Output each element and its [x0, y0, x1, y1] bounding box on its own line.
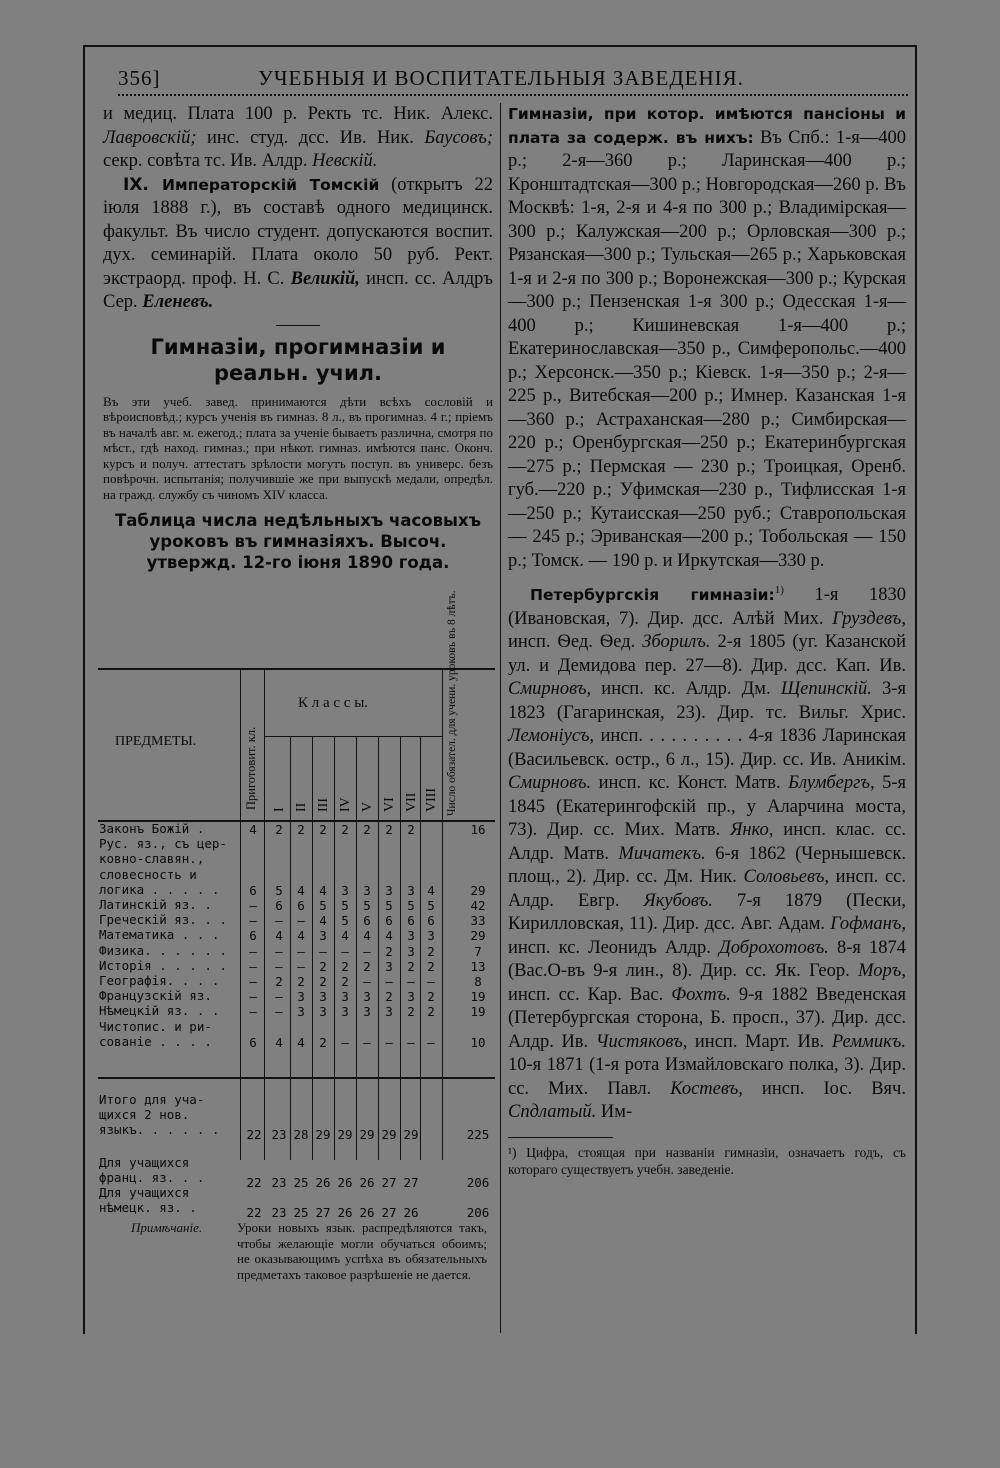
table-caption: Таблица числа недѣльныхъ часовыхъ уроковъ въ гимназіяхъ. Высоч. утвержд. 12-го іюня 1890 года.	[115, 511, 481, 572]
class-hours: 2	[363, 958, 371, 974]
total-hours: 33	[470, 913, 486, 929]
class-hours: 3	[407, 989, 415, 1005]
totals-hours: 29	[315, 1127, 331, 1142]
class-hours: 5	[319, 898, 327, 913]
class-hours: 2	[385, 943, 393, 959]
class-hours: 4	[341, 928, 349, 944]
subject-name: Рус. яз., съ цер-	[99, 836, 227, 852]
class-hours: 2	[407, 1004, 415, 1020]
totals-label: нѣмецк. яз. .	[99, 1200, 197, 1215]
class-hours: —	[297, 913, 305, 929]
totals-rule	[98, 1077, 495, 1079]
class-hours: 3	[341, 1004, 349, 1020]
subject-name: логика . . . . .	[99, 881, 220, 897]
page-title: УЧЕБНЫЯ И ВОСПИТАТЕЛЬНЫЯ ЗАВЕДЕНІЯ.	[258, 66, 744, 90]
class-hours: 3	[427, 928, 435, 944]
class-hours: 4	[297, 882, 305, 898]
class-hours: 3	[319, 928, 327, 944]
class-hours: 2	[319, 822, 327, 837]
class-hours: —	[319, 943, 327, 959]
totals-label: Для учащихся	[99, 1155, 190, 1170]
class-hours: 3	[341, 882, 349, 898]
subject-name: Французскій яз.	[99, 988, 212, 1004]
petersburg-gymnasiums: Петербургскія гимназіи:$^{1)}$ 1-я 1830 (Ивановская, 7). Дир. дсс. Алѣй Мих. Груздевъ, инсп. Ѳед. Ѳед. Зборилъ. 2-я 1805 (уг. Казанской ул. и Демидова пер. 27—8). Дир. дсс. Кап. Ив. Смирновъ, инсп. кс. Алдр. Дм. Щепинскій. 3-я 1823 (Гагаринская, 23). Дир. тс. Вильг. Хрис. Лемонiусъ, инсп. . . . . . . . . . 4-я 1836 Ларинская (Васильевск. остр., 6 л., 15). Дир. сс. Ив. Аникім. Смирновъ. инсп. кс. Конст. Матв. Блумбергъ, 5-я 1845 (Екатерингофскій пр., у Аларчина моста, 73). Дир. сс. Мих. Матв. Янко, инсп. клас. сс. Алдр. Матв. Мичатекъ. 6-я 1862 (Чернышевск. площ., 2). Дир. сс. Дм. Ник. Соловьевъ, инсп. сс. Алдр. Евгр. Якубовъ. 7-я 1879 (Пески, Кирилловская, 11). Дир. дсс. Авг. Адам. Гофманъ, инсп. кс. Леонидъ Алдр. Доброхотовъ. 8-я 1874 (Вас.О-въ 9-я лин., 8). Дир. сс. Як. Геор. Моръ, инсп. сс. Кар. Вас. Фохтъ. 9-я 1882 Введенская (Петербургская сторона, Б. просп., 37). Дир. дсс. Алдр. Ив. Чистяковъ, инсп. Март. Ив. Реммикъ. 10-я 1871 (1-я рота Измайловскаго полка, 3). Дир. сс. Мих. Павл. Костевъ, инсп. Іос. Вяч. Спдлатый. Им-	[508, 584, 907, 1123]
class-hours: 4	[297, 1034, 305, 1050]
subject-name: сованіе . . . .	[99, 1033, 212, 1049]
prep-hours: 6	[249, 928, 257, 944]
class-hours: 2	[363, 822, 371, 837]
prep-hours: 4	[249, 822, 257, 837]
classes-header: К л а с с ы.	[298, 695, 369, 711]
total-hours: 7	[474, 943, 482, 959]
total-hours-header: Число обязател. для учени. уроковъ въ 8 лѣтъ.	[446, 590, 458, 816]
subjects-header: ПРЕДМЕТЫ.	[115, 734, 197, 749]
subject-name: Математика . . .	[99, 927, 220, 943]
class-hours: 3	[363, 882, 371, 898]
totals-hours: 27	[315, 1205, 331, 1220]
class-hours: —	[297, 958, 305, 974]
class-hours: 6	[363, 913, 371, 929]
prep-hours: —	[249, 974, 257, 989]
class-hours: 2	[407, 822, 415, 837]
totals-hours: 26	[337, 1205, 353, 1220]
total-hours: 29	[470, 928, 486, 944]
totals-hours: 29	[337, 1127, 353, 1142]
column-separator	[500, 103, 501, 1333]
subject-name: Законъ Божій .	[99, 821, 205, 836]
class-hours: —	[427, 1034, 435, 1050]
class-hours: —	[341, 943, 349, 959]
totals-hours: 27	[381, 1205, 397, 1220]
class-hours: 2	[385, 822, 393, 837]
class-hours: —	[297, 943, 305, 959]
table-vline	[240, 670, 241, 1160]
total-hours: 19	[470, 989, 486, 1005]
note-text: Уроки новыхъ язык. распредѣляются такъ, чтобы желающіе могли обучаться обоимъ; не оказывающимъ успѣха въ обязательныхъ предметахъ таковое разрѣшеніе не дается.	[237, 1220, 487, 1282]
class-hours: 5	[427, 898, 435, 913]
page-number: 356]	[118, 66, 161, 90]
table-vline	[264, 670, 265, 1160]
subject-name: Нѣмецкій яз. . .	[99, 1003, 220, 1019]
subject-name: ковно-славян.,	[99, 851, 205, 867]
totals-label: языкъ. . . . . .	[99, 1122, 220, 1137]
class-hours: 2	[427, 1004, 435, 1020]
prep-hours: —	[249, 1004, 257, 1020]
total-hours: 10	[470, 1034, 486, 1050]
section-intro: Въ эти учеб. завед. принимаются дѣти всѣхъ сословій и вѣроисповѣд.; курсъ ученія въ гимназ. 8 л., въ прогимназ. 4 г.; пріемъ въ началѣ авг. м. ежегод.; плата за ученіе бываетъ различна, смотря по мѣст., гдѣ наход. гимназ.; при нѣкот. гимназ. имѣются панс. Оконч. курсъ и получ. аттестатъ зрѣлости могутъ поступ. въ универс. безъ повѣрочн. испытанія; получившіе же при выпускѣ медали, опредѣл. на гражд. службу съ чиномъ XIV класса.	[103, 393, 493, 502]
totals-total: 225	[466, 1127, 490, 1142]
class-hours: 3	[297, 1004, 305, 1020]
running-header	[118, 60, 908, 96]
class-hours: 2	[275, 822, 283, 837]
class-label: V	[360, 801, 375, 812]
class-hours: 3	[407, 943, 415, 959]
table-vline	[442, 670, 443, 1160]
class-hours: 5	[385, 898, 393, 913]
subject-name: Чистопис. и ри-	[99, 1018, 212, 1034]
prep-hours: 6	[249, 882, 257, 898]
class-hours: 3	[363, 989, 371, 1005]
class-hours: —	[275, 1004, 283, 1020]
class-hours: 2	[319, 974, 327, 989]
totals-hours: 26	[359, 1175, 375, 1190]
totals-hours: 26	[359, 1205, 375, 1220]
prep-class-header: Приготовит. кл.	[244, 726, 258, 810]
totals-hours: 22	[246, 1205, 262, 1220]
class-hours: 6	[427, 913, 435, 929]
class-label: I	[272, 807, 287, 812]
totals-hours: 23	[271, 1127, 287, 1142]
class-label: VIII	[424, 787, 439, 812]
section-divider	[276, 325, 320, 326]
class-hours: —	[407, 974, 415, 989]
totals-hours: 27	[403, 1175, 419, 1190]
class-label: III	[316, 798, 331, 812]
subject-name: Греческій яз. . .	[99, 912, 227, 928]
subject-name: Физика. . . . . .	[99, 942, 227, 958]
left-column	[103, 103, 493, 577]
total-hours: 16	[470, 822, 486, 837]
class-hours: —	[363, 1034, 371, 1050]
class-hours: 3	[385, 882, 393, 898]
right-column	[508, 103, 906, 1178]
class-hours: 4	[275, 928, 283, 944]
totals-hours: 25	[293, 1205, 309, 1220]
totals-total: 206	[466, 1175, 490, 1190]
totals-label: франц. яз. . .	[99, 1170, 205, 1185]
subject-name: Латинскій яз. .	[99, 897, 212, 912]
class-hours: 4	[275, 1034, 283, 1050]
section-heading: Гимназіи, прогимназіи и реальн. учил.	[150, 334, 446, 385]
prep-hours: —	[249, 943, 257, 959]
totals-label: Для учащихся	[99, 1185, 190, 1200]
totals-hours: 28	[293, 1127, 309, 1142]
class-hours: —	[363, 974, 371, 989]
class-hours: 6	[385, 913, 393, 929]
class-hours: 3	[319, 989, 327, 1005]
totals-hours: 26	[403, 1205, 419, 1220]
class-hours: 3	[407, 928, 415, 944]
class-hours: —	[385, 974, 393, 989]
class-hours: 4	[427, 882, 435, 898]
totals-hours: 29	[381, 1127, 397, 1142]
totals-hours: 22	[246, 1127, 262, 1142]
totals-hours: 26	[315, 1175, 331, 1190]
class-hours: 4	[319, 882, 327, 898]
class-hours: 3	[363, 1004, 371, 1020]
totals-hours: 23	[271, 1205, 287, 1220]
class-hours: 5	[407, 898, 415, 913]
class-hours: 2	[319, 958, 327, 974]
class-hours: 3	[297, 989, 305, 1005]
class-hours: 3	[341, 989, 349, 1005]
prep-hours: 6	[249, 1034, 257, 1050]
footnote-rule	[508, 1137, 613, 1138]
class-label: VII	[404, 792, 419, 812]
totals-hours: 22	[246, 1175, 262, 1190]
class-label: IV	[338, 797, 353, 812]
university-entry-tomsk: IX. Императорскій Томскій (открытъ 22 іюля 1888 г.), въ составѣ одного медицинск. факульт. Въ число студент. допускаются воспит. дух. семинарій. Плата около 50 руб. Рект. экстраорд. проф. Н. С. Великій, инсп. сс. Алдръ Сер. Еленевъ.	[103, 174, 494, 312]
class-hours: 2	[319, 1034, 327, 1050]
class-hours: 6	[297, 898, 305, 913]
class-hours: 2	[341, 974, 349, 989]
class-hours: 6	[407, 913, 415, 929]
totals-hours: 26	[337, 1175, 353, 1190]
university-entry-1: и медиц. Плата 100 р. Ректь тс. Ник. Алекс. Лавровскій; инс. студ. дсс. Ив. Ник. Баусовъ; секр. совѣта тс. Ив. Алдр. Невскій.	[103, 104, 493, 171]
class-hours: —	[275, 913, 283, 929]
subject-name: Географія. . . .	[99, 973, 220, 988]
class-hours: 2	[427, 943, 435, 959]
total-hours: 8	[474, 974, 482, 989]
prep-hours: —	[249, 989, 257, 1005]
total-hours: 29	[470, 882, 486, 898]
class-hours: 2	[297, 974, 305, 989]
subject-name: Исторія . . . . .	[99, 957, 227, 973]
class-hours: 2	[341, 822, 349, 837]
class-hours: 2	[385, 989, 393, 1005]
class-hours: —	[275, 943, 283, 959]
class-hours: —	[385, 1034, 393, 1050]
prep-hours: —	[249, 958, 257, 974]
class-hours: 5	[341, 913, 349, 929]
class-hours: 5	[363, 898, 371, 913]
total-hours: 42	[470, 898, 486, 913]
footnote: ¹) Цифра, стоящая при названіи гимназіи, означаетъ годъ, съ котораго существуетъ учебн. заведеніе.	[508, 1144, 906, 1177]
class-hours: 3	[407, 882, 415, 898]
class-hours: 3	[319, 1004, 327, 1020]
class-hours: 5	[341, 898, 349, 913]
class-hours: —	[363, 943, 371, 959]
class-label: VI	[382, 797, 397, 812]
gymnasium-boarding-fees: Гимназіи, при котор. имѣются пансіоны и плата за содерж. въ нихъ: Въ Спб.: 1-я—400 р.; 2-я—360 р.; Ларинская—400 р.; Кронштадтская—300 р.; Новгородская—260 р. Въ Москвѣ: 1-я, 2-я и 4-я по 300 р.; Владимірская—300 р.; Калужская—200 р.; Орловская—300 р.; Рязанская—300 р.; Тульская—265 р.; Харьковская 1-я и 2-я по 300 р.; Воронежская—300 р.; Курская—300 р.; Пензенская 1-я 300 р.; Одесская 1-я—400 р.; Кишиневская 1-я—400 р.; Екатеринославская—350 р., Симферопольс.—400 р.; Херсонск.—350 р.; Кіевск. 1-я—350 р.; 2-я—225 р., Витебская—200 р.; Имнер. Казанская 1-я—360 р.; Астраханская—280 р.; Симбирская—220 р.; Оренбургская—250 р.; Екатеринбургская—275 р.; Пермская — 230 р.; Троицкая, Оренб. губ.—220 р.; Уфимская—230 р., Тифлисская 1-я—250 р.; Кутаисская—250 руб.; Ставропольская — 245 р.; Эриванская—200 р.; Тобольская — 150 р.; Томск. — 190 р. и Иркутская—330 р.	[508, 105, 906, 571]
totals-hours: 27	[381, 1175, 397, 1190]
class-hours: 2	[341, 958, 349, 974]
class-hours: —	[341, 1034, 349, 1050]
totals-hours: 29	[403, 1127, 419, 1142]
class-hours: 4	[319, 913, 327, 929]
totals-total: 206	[466, 1205, 490, 1220]
class-hours: 3	[385, 1004, 393, 1020]
class-hours: 2	[427, 989, 435, 1005]
class-hours: 2	[407, 958, 415, 974]
class-hours: 2	[297, 822, 305, 837]
total-hours: 13	[470, 958, 486, 974]
class-hours: 5	[275, 882, 283, 898]
class-hours: 4	[385, 928, 393, 944]
class-hours: —	[407, 1034, 415, 1050]
subject-name: словесность и	[99, 866, 197, 882]
prep-hours: —	[249, 913, 257, 929]
totals-hours: 29	[359, 1127, 375, 1142]
totals-label: щихся 2 нов.	[99, 1107, 190, 1122]
class-hours: 2	[275, 974, 283, 989]
totals-label: Итого для уча-	[99, 1092, 205, 1107]
class-hours: —	[427, 974, 435, 989]
class-hours: 3	[385, 958, 393, 974]
totals-hours: 23	[271, 1175, 287, 1190]
class-hours: 6	[275, 898, 283, 913]
total-hours: 19	[470, 1004, 486, 1020]
note-label: Примѣчаніе.	[131, 1220, 203, 1235]
class-label: II	[294, 802, 309, 812]
class-hours: 4	[363, 928, 371, 944]
class-hours: 4	[297, 928, 305, 944]
totals-hours: 25	[293, 1175, 309, 1190]
class-hours: —	[275, 989, 283, 1005]
prep-hours: —	[249, 898, 257, 913]
class-hours: —	[275, 958, 283, 974]
class-hours: 2	[427, 958, 435, 974]
